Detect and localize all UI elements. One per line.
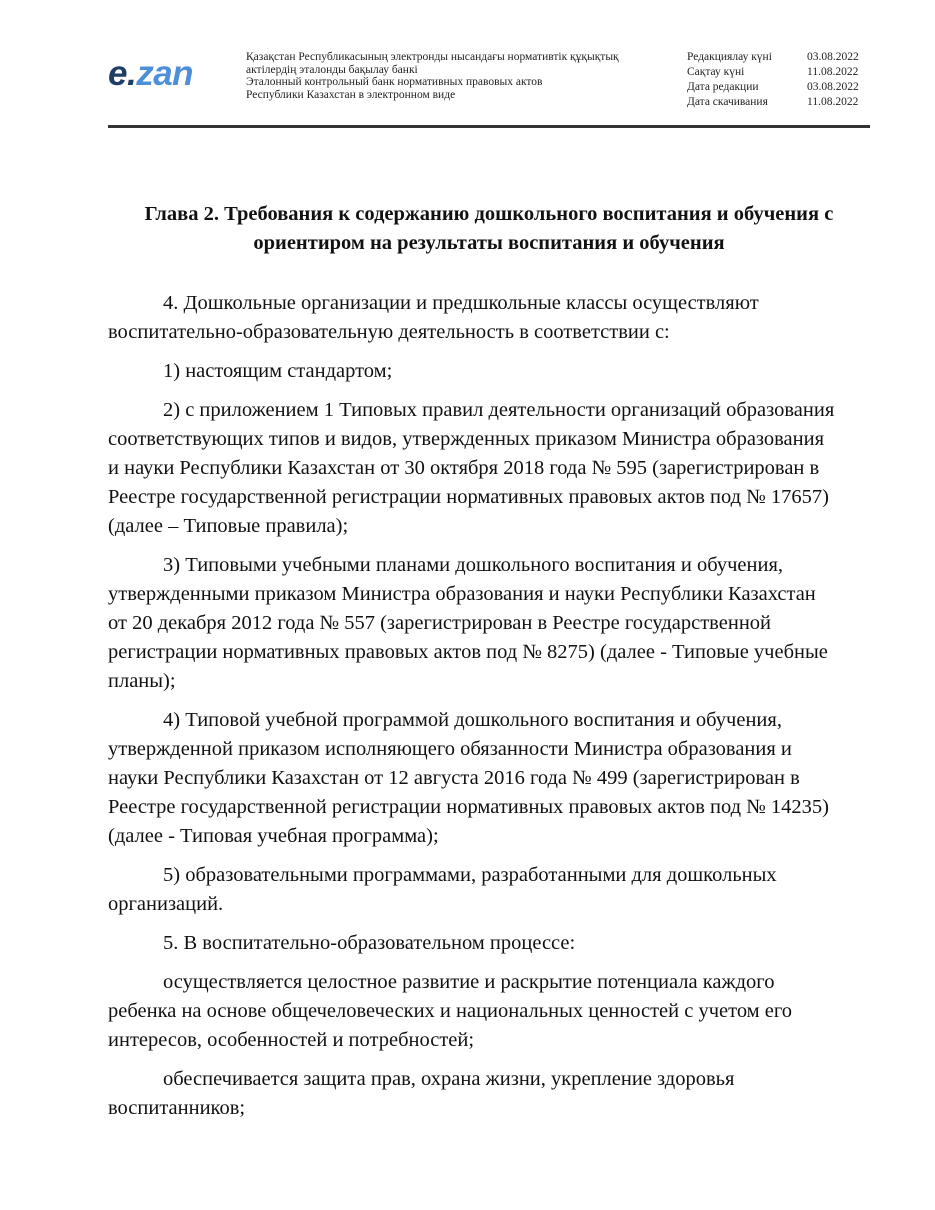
paragraph-line: осуществляется целостное развитие и раскрытие потенциала каждого [163,971,775,993]
paragraph-line: планы); [108,670,176,692]
paragraph [108,861,870,919]
meta-value: 03.08.2022 [807,51,859,63]
meta-label: Сақтау күні [687,66,745,78]
paragraph-line: 2) с приложением 1 Типовых правил деятельности организаций образования [163,399,835,421]
paragraph [108,706,870,851]
paragraph-line: интересов, особенностей и потребностей; [108,1029,475,1051]
paragraph-line: соответствующих типов и видов, утвержденных приказом Министра образования [108,428,825,450]
save-date-kz-row [687,65,867,80]
meta-label: Редакциялау күні [687,51,772,63]
paragraph-line: Реестре государственной регистрации нормативных правовых актов под № 17657) [108,486,829,508]
edit-date-kz-row [687,50,867,65]
paragraph [108,396,870,541]
bank-description-line: актілердің эталонды бақылау банкі [246,63,418,76]
paragraph [108,289,870,347]
paragraph-line: 5) образовательными программами, разработанными для дошкольных [163,864,777,886]
meta-value: 03.08.2022 [807,81,859,93]
document-body [108,289,870,1133]
chapter-title [108,200,870,258]
download-date-row [687,95,867,110]
paragraph-line: организаций. [108,893,224,915]
bank-description [246,51,666,101]
meta-value: 11.08.2022 [807,66,859,78]
bank-description-line: Эталонный контрольный банк нормативных правовых актов [246,76,543,88]
paragraph-line: утвержденной приказом исполняющего обязанности Министра образования и [108,738,792,760]
paragraph-line: 4) Типовой учебной программой дошкольного воспитания и обучения, [163,709,782,731]
paragraph-line: воспитанников; [108,1097,246,1119]
header-divider [108,125,870,128]
paragraph-line: науки Республики Казахстан от 12 августа 2016 года № 499 (зарегистрирован в [108,767,800,789]
bank-description-line: Қазақстан Республикасының электронды нысандағы нормативтік құқықтық [246,51,619,63]
paragraph-line: Реестре государственной регистрации нормативных правовых актов под № 14235) [108,796,829,818]
paragraph [108,1065,870,1123]
meta-value: 11.08.2022 [807,96,859,108]
paragraph-line: утвержденными приказом Министра образования и науки Республики Казахстан [108,583,816,605]
chapter-title-line: ориентиром на результаты воспитания и обучения [253,232,725,254]
paragraph-line: 4. Дошкольные организации и предшкольные классы осуществляют [163,292,759,314]
bank-description-line: Республики Казахстан в электронном виде [246,88,456,101]
paragraph-line: 5. В воспитательно-образовательном процессе: [163,932,576,954]
chapter-title-line: Глава 2. Требования к содержанию дошкольного воспитания и обучения с [144,203,834,225]
paragraph-line: (далее - Типовая учебная программа); [108,825,439,847]
meta-label: Дата редакции [687,81,759,93]
edit-date-row [687,80,867,95]
paragraph-line: 3) Типовыми учебными планами дошкольного воспитания и обучения, [163,554,783,576]
paragraph-line: воспитательно-образовательную деятельность в соответствии с: [108,321,670,343]
paragraph-line: 1) настоящим стандартом; [163,360,393,382]
paragraph-line: (далее – Типовые правила); [108,515,349,537]
ezan-logo: e.zan [108,54,194,93]
paragraph-line: и науки Республики Казахстан от 30 октября 2018 года № 595 (зарегистрирован в [108,457,820,479]
paragraph [108,929,870,958]
paragraph-line: обеспечивается защита прав, охрана жизни, укрепление здоровья [163,1068,735,1090]
paragraph [108,551,870,696]
paragraph [108,357,870,386]
paragraph-line: от 20 декабря 2012 года № 557 (зарегистрирован в Реестре государственной [108,612,772,634]
paragraph-line: ребенка на основе общечеловеческих и национальных ценностей с учетом его [108,1000,793,1022]
paragraph-line: регистрации нормативных правовых актов под № 8275) (далее - Типовые учебные [108,641,828,663]
paragraph [108,968,870,1055]
document-dates [687,50,867,110]
meta-label: Дата скачивания [687,96,768,108]
